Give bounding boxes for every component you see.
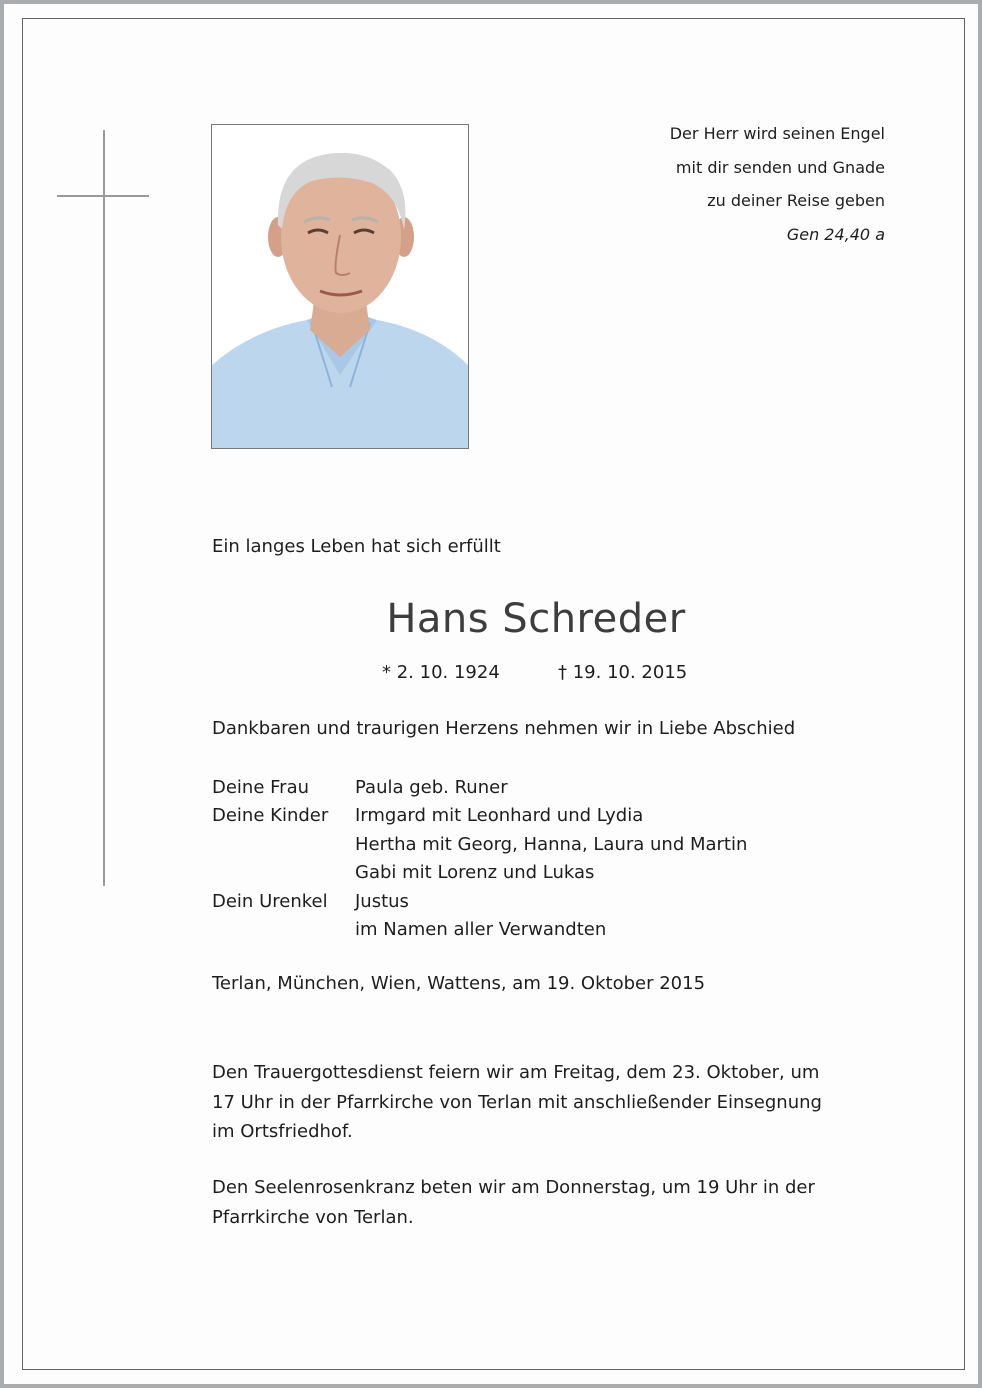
death-date: † 19. 10. 2015 <box>558 662 688 683</box>
family-relation: Deine Kinder <box>212 805 329 827</box>
cross-horizontal-beam <box>57 195 149 197</box>
funeral-service-notice <box>212 1058 872 1147</box>
funeral-line: Den Trauergottesdienst feiern wir am Freitag, dem 23. Oktober, um <box>212 1062 820 1083</box>
family-members: Irmgard mit Leonhard und Lydia <box>355 805 644 827</box>
verse-reference: Gen 24,40 a <box>786 224 885 244</box>
family-relation: Dein Urenkel <box>212 890 328 912</box>
verse-line: mit dir senden und Gnade <box>675 157 885 177</box>
family-relation: Deine Frau <box>212 777 310 798</box>
family-members: Gabi mit Lorenz und Lukas <box>355 862 595 884</box>
rosary-line: Den Seelenrosenkranz beten wir am Donnerstag, um 19 Uhr in der <box>212 1177 815 1198</box>
verse-line: Der Herr wird seinen Engel <box>669 124 885 143</box>
family-members: Paula geb. Runer <box>355 777 508 798</box>
cross-vertical-beam <box>103 130 105 886</box>
deceased-name: Hans Schreder <box>386 596 686 642</box>
portrait-photo <box>211 124 469 449</box>
birth-date: * 2. 10. 1924 <box>382 662 500 683</box>
rosary-line: Pfarrkirche von Terlan. <box>212 1206 414 1228</box>
funeral-line: im Ortsfriedhof. <box>212 1121 353 1142</box>
rosary-notice <box>212 1173 872 1232</box>
intro-text: Ein langes Leben hat sich erfüllt <box>212 536 501 557</box>
family-members: Justus <box>355 890 409 912</box>
bible-verse <box>670 117 885 251</box>
family-members: im Namen aller Verwandten <box>355 918 607 940</box>
farewell-text: Dankbaren und traurigen Herzens nehmen wir in Liebe Abschied <box>212 718 796 739</box>
funeral-line: 17 Uhr in der Pfarrkirche von Terlan mit anschließender Einsegnung <box>212 1091 822 1113</box>
verse-line: zu deiner Reise geben <box>707 191 885 210</box>
family-members: Hertha mit Georg, Hanna, Laura und Martin <box>355 833 748 855</box>
place-and-date: Terlan, München, Wien, Wattens, am 19. Oktober 2015 <box>212 973 706 994</box>
